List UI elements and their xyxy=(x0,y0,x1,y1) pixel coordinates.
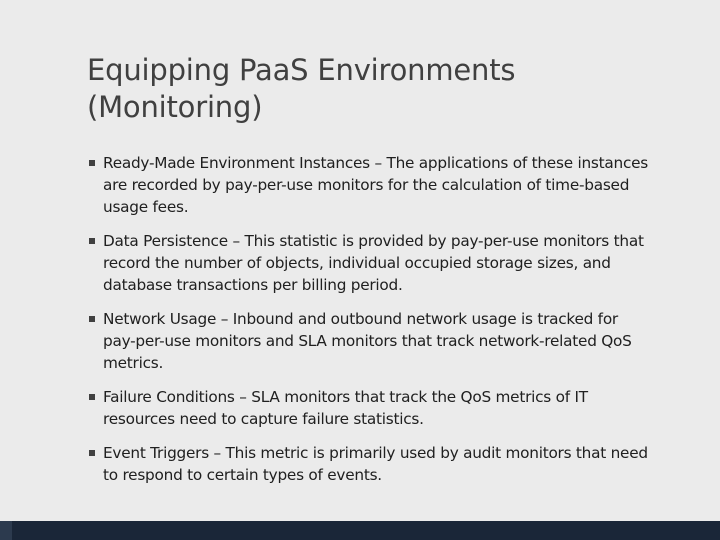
square-bullet-icon xyxy=(89,450,95,456)
bullet-item xyxy=(88,152,648,218)
square-bullet-icon xyxy=(89,238,95,244)
slide-title xyxy=(87,52,647,126)
bullet-text: Event Triggers – This metric is primarily used by audit monitors that need to respond to certain types of events. xyxy=(103,444,648,484)
bullet-item xyxy=(88,386,648,430)
slide-title-line-2: (Monitoring) xyxy=(87,90,263,124)
bullet-text: Ready-Made Environment Instances – The applications of these instances are recorded by pay-per-use monitors for the calculation of time-based usage fees. xyxy=(103,154,648,216)
bullet-text: Data Persistence – This statistic is provided by pay-per-use monitors that record the number of objects, individual occupied storage sizes, and database transactions per billing period. xyxy=(103,232,644,294)
bullet-text: Network Usage – Inbound and outbound network usage is tracked for pay-per-use monitors and SLA monitors that track network-related QoS metrics. xyxy=(103,310,632,372)
footer-bar xyxy=(0,521,720,540)
bullet-item xyxy=(88,442,648,486)
footer-bar-edge xyxy=(0,521,12,540)
bullet-list xyxy=(88,152,648,498)
bullet-text: Failure Conditions – SLA monitors that track the QoS metrics of IT resources need to capture failure statistics. xyxy=(103,388,588,428)
square-bullet-icon xyxy=(89,394,95,400)
bullet-item xyxy=(88,308,648,374)
slide-title-line-1: Equipping PaaS Environments xyxy=(87,53,516,87)
square-bullet-icon xyxy=(89,316,95,322)
square-bullet-icon xyxy=(89,160,95,166)
bullet-item xyxy=(88,230,648,296)
